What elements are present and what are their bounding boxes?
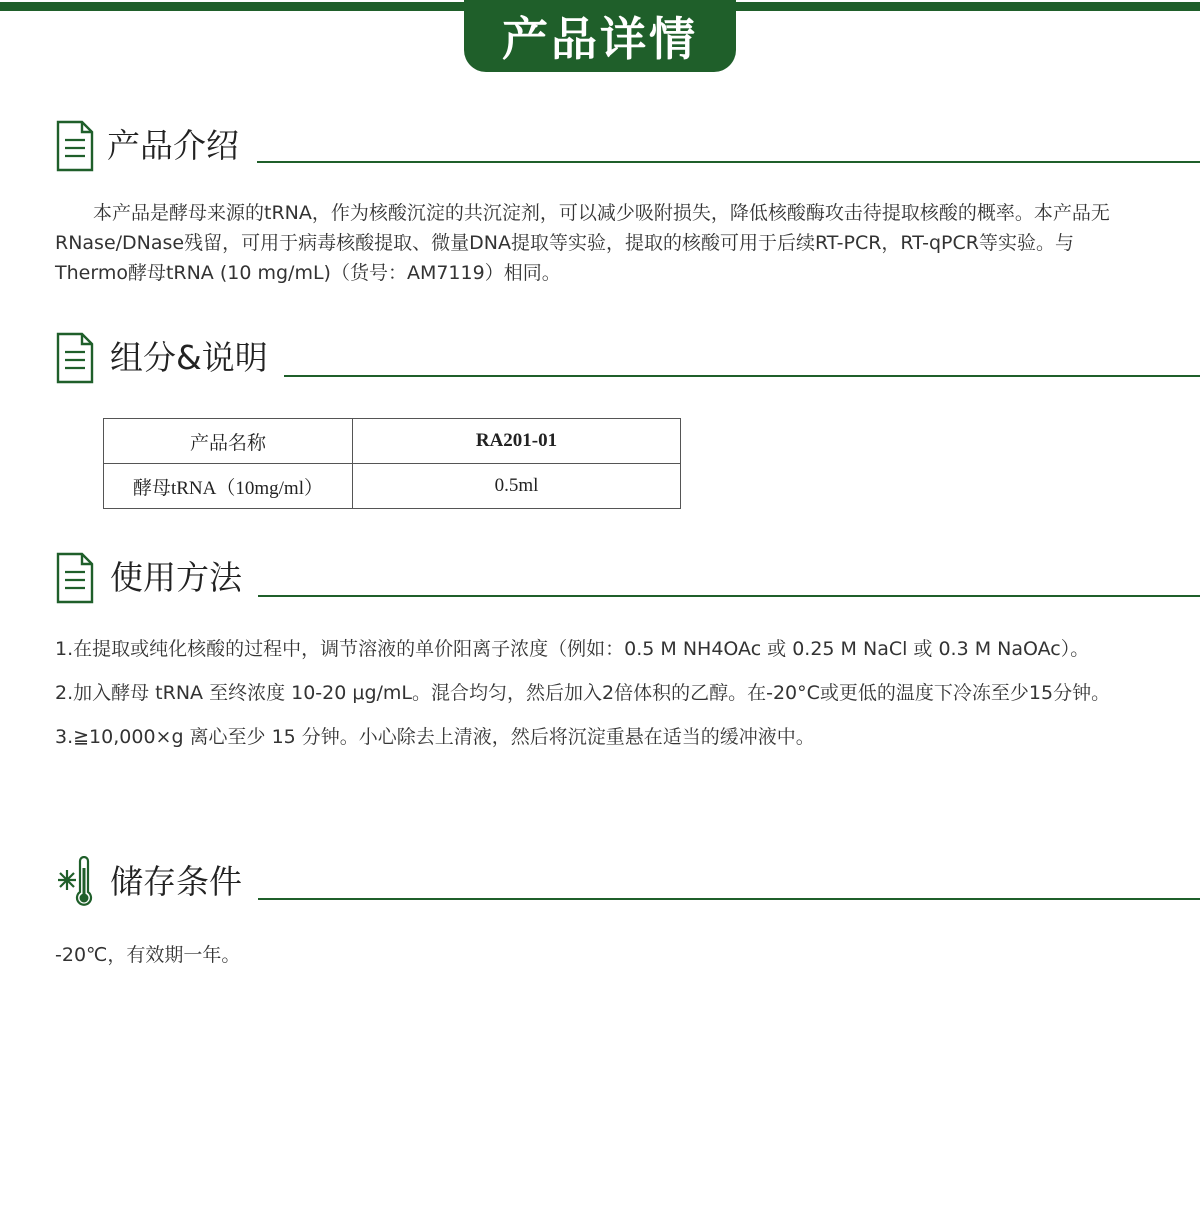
intro-paragraph [55, 198, 1145, 288]
document-icon [55, 120, 95, 172]
usage-step: 2.加入酵母 tRNA 至终浓度 10-20 μg/mL。混合均匀，然后加入2倍体积的乙醇。在-20°C或更低的温度下冷冻至少15分钟。 [55, 682, 1111, 704]
thermometer-snowflake-icon [55, 856, 95, 908]
section-header-components [55, 332, 1200, 384]
section-rule [258, 595, 1200, 597]
page-title: 产品详情 [464, 0, 736, 72]
table-header-row [104, 419, 681, 464]
section-header-storage [55, 856, 1200, 908]
section-rule [257, 161, 1200, 163]
table-header-cell: 产品名称 [104, 419, 353, 464]
section-title-usage: 使用方法 [110, 558, 242, 597]
section-rule [284, 375, 1200, 377]
storage-text: -20℃，有效期一年。 [55, 944, 241, 966]
components-table [103, 418, 681, 509]
section-title-storage: 储存条件 [110, 862, 242, 901]
usage-step: 3.≧10,000×g 离心至少 15 分钟。小心除去上清液，然后将沉淀重悬在适当的缓冲液中。 [55, 726, 815, 748]
document-icon [55, 332, 95, 384]
storage-paragraph [55, 940, 1145, 970]
document-icon [55, 552, 95, 604]
intro-text: 本产品是酵母来源的tRNA，作为核酸沉淀的共沉淀剂，可以减少吸附损失，降低核酸酶攻击待提取核酸的概率。本产品无RNase/DNase残留，可用于病毒核酸提取、微量DNA提取等实验，提取的核酸可用于后续RT-PCR，RT-qPCR等实验。与Thermo酵母tRNA (10 mg/mL)（货号：AM7119）相同。 [55, 202, 1110, 284]
table-cell: 酵母tRNA（10mg/ml） [104, 464, 353, 509]
section-title-components: 组分&说明 [110, 338, 268, 377]
usage-steps [55, 634, 1145, 766]
table-cell: 0.5ml [353, 464, 681, 509]
section-rule [258, 898, 1200, 900]
table-header-cell: RA201-01 [353, 419, 681, 464]
section-header-intro [55, 120, 1200, 172]
table-row [104, 464, 681, 509]
section-title-intro: 产品介绍 [107, 126, 239, 165]
usage-step: 1.在提取或纯化核酸的过程中，调节溶液的单价阳离子浓度（例如：0.5 M NH4OAc 或 0.25 M NaCl 或 0.3 M NaOAc）。 [55, 638, 1090, 660]
section-header-usage [55, 552, 1200, 604]
